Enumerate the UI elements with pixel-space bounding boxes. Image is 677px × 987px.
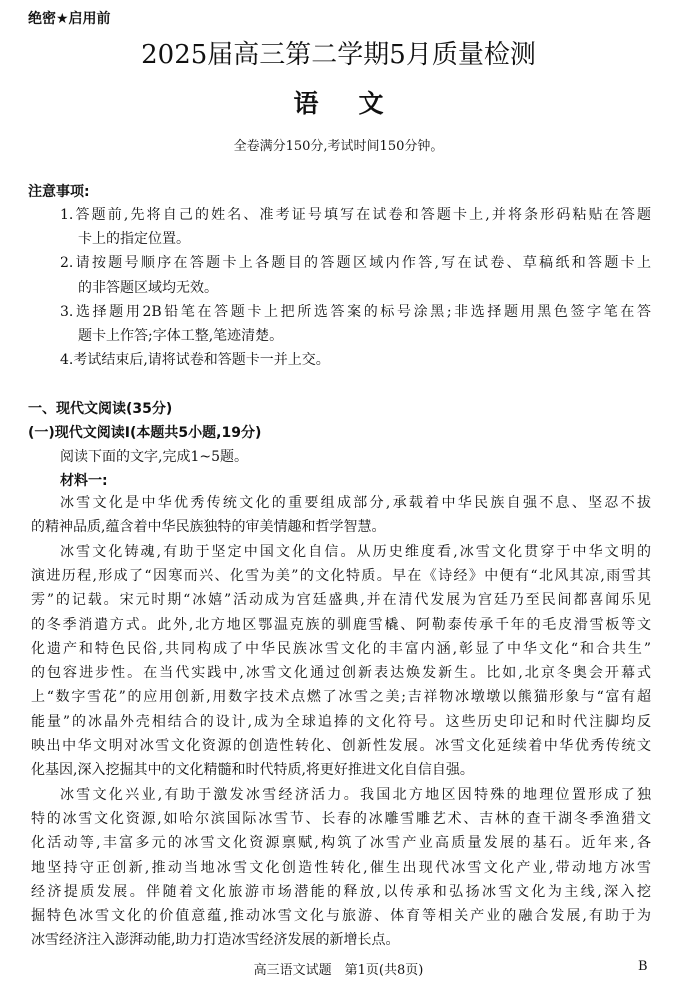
passage-line: 经济提质发展。伴随着文化旅游市场潜能的释放,以传承和弘扬冰雪文化为主线,深入挖 (31, 883, 651, 900)
exam-title: 2025届高三第二学期5月质量检测 (141, 40, 536, 70)
section-heading: 一、现代文阅读(35分) (28, 401, 173, 417)
passage-line: 化活动等,丰富多元的冰雪文化资源禀赋,构筑了冰雪产业高质量发展的基石。近年来,各 (31, 835, 651, 852)
passage-line: 演进历程,形成了“因寒而兴、化雪为美”的文化特质。早在《诗经》中便有“北风其凉,雨雪其 (31, 567, 651, 584)
confidential-mark: 绝密★启用前 (28, 11, 111, 27)
notes-line: 3.选择题用2B铅笔在答题卡上把所选答案的标号涂黑;非选择题用黑色签字笔在答 (60, 303, 651, 320)
passage-line: 冰雪文化铸魂,有助于坚定中国文化自信。从历史维度看,冰雪文化贯穿于中华文明的 (60, 543, 651, 560)
notes-line: 题卡上作答;字体工整,笔迹清楚。 (78, 328, 284, 344)
passage-line: 映出中华文明对冰雪文化资源的创造性转化、创新性发展。冰雪文化延续着中华优秀传统文 (31, 738, 651, 754)
section-subheading: (一)现代文阅读Ⅰ(本题共5小题,19分) (28, 425, 262, 441)
passage-line: 雱”的记载。宋元时期“冰嬉”活动成为宫廷盛典,并在清代发展为宫廷乃至民间都喜闻乐见 (31, 592, 651, 609)
subject-title: 语文 (293, 89, 424, 118)
passage-line: 的包容进步性。在当代实践中,冰雪文化通过创新表达焕发新生。比如,北京冬奥会开幕式 (31, 665, 651, 682)
paper-version: B (638, 959, 648, 974)
passage-line: 冰雪文化兴业,有助于激发冰雪经济活力。我国北方地区因特殊的地理位置形成了独 (60, 786, 651, 803)
passage-line: 冰雪文化是中华优秀传统文化的重要组成部分,承载着中华民族自强不息、坚忍不拔 (60, 495, 651, 511)
passage-line: 掘特色冰雪文化的价值意蕴,推动冰雪文化与旅游、体育等相关产业的融合发展,有助于为 (31, 908, 651, 925)
passage-line: 的冬季消遣方式。此外,北方地区鄂温克族的驯鹿雪橇、阿勒泰传承千年的毛皮滑雪板等文 (31, 616, 651, 633)
passage-line: 能量”的冰晶外壳相结合的设计,成为全球追捧的文化符号。这些历史印记和时代注脚均反 (31, 713, 651, 730)
passage-line: 特的冰雪文化资源,如哈尔滨国际冰雪节、长春的冰雕雪雕艺术、吉林的查干湖冬季渔猎文 (31, 810, 651, 827)
notes-line: 2.请按题号顺序在答题卡上各题目的答题区域内作答,写在试卷、草稿纸和答题卡上 (60, 255, 651, 272)
score-info: 全卷满分150分,考试时间150分钟。 (233, 139, 444, 154)
material-label: 材料一: (60, 473, 108, 489)
passage-line: 化基因,深入挖掘其中的文化精髓和时代特质,将更好推进文化自信自强。 (31, 762, 474, 779)
notes-heading: 注意事项: (28, 184, 90, 200)
passage-line: 化遗产和特色民俗,共同构成了中华民族冰雪文化的丰富内涵,彰显了中华文化“和合共生” (31, 640, 651, 657)
passage-line: 地坚持守正创新,推动当地冰雪文化创造性转化,催生出现代冰雪文化产业,带动地方冰雪 (31, 859, 651, 876)
passage-line: 的精神品质,蕴含着中华民族独特的审美情趣和哲学智慧。 (31, 519, 386, 536)
page-footer: 高三语文试题 第1页(共8页) (253, 963, 424, 978)
notes-line: 的非答题区域均无效。 (78, 279, 218, 296)
reading-instruction: 阅读下面的文字,完成1~5题。 (60, 449, 248, 465)
passage-line: 冰雪经济注入澎湃动能,助力打造冰雪经济发展的新增长点。 (31, 932, 400, 949)
notes-line: 卡上的指定位置。 (78, 231, 190, 248)
notes-line: 4.考试结束后,请将试卷和答题卡一并上交。 (60, 352, 330, 369)
notes-line: 1.答题前,先将自己的姓名、准考证号填写在试卷和答题卡上,并将条形码粘贴在答题 (60, 207, 651, 223)
passage-line: 上“数字雪花”的应用创新,用数字技术点燃了冰雪之美;吉祥物冰墩墩以熊猫形象与“富有超 (31, 689, 651, 706)
